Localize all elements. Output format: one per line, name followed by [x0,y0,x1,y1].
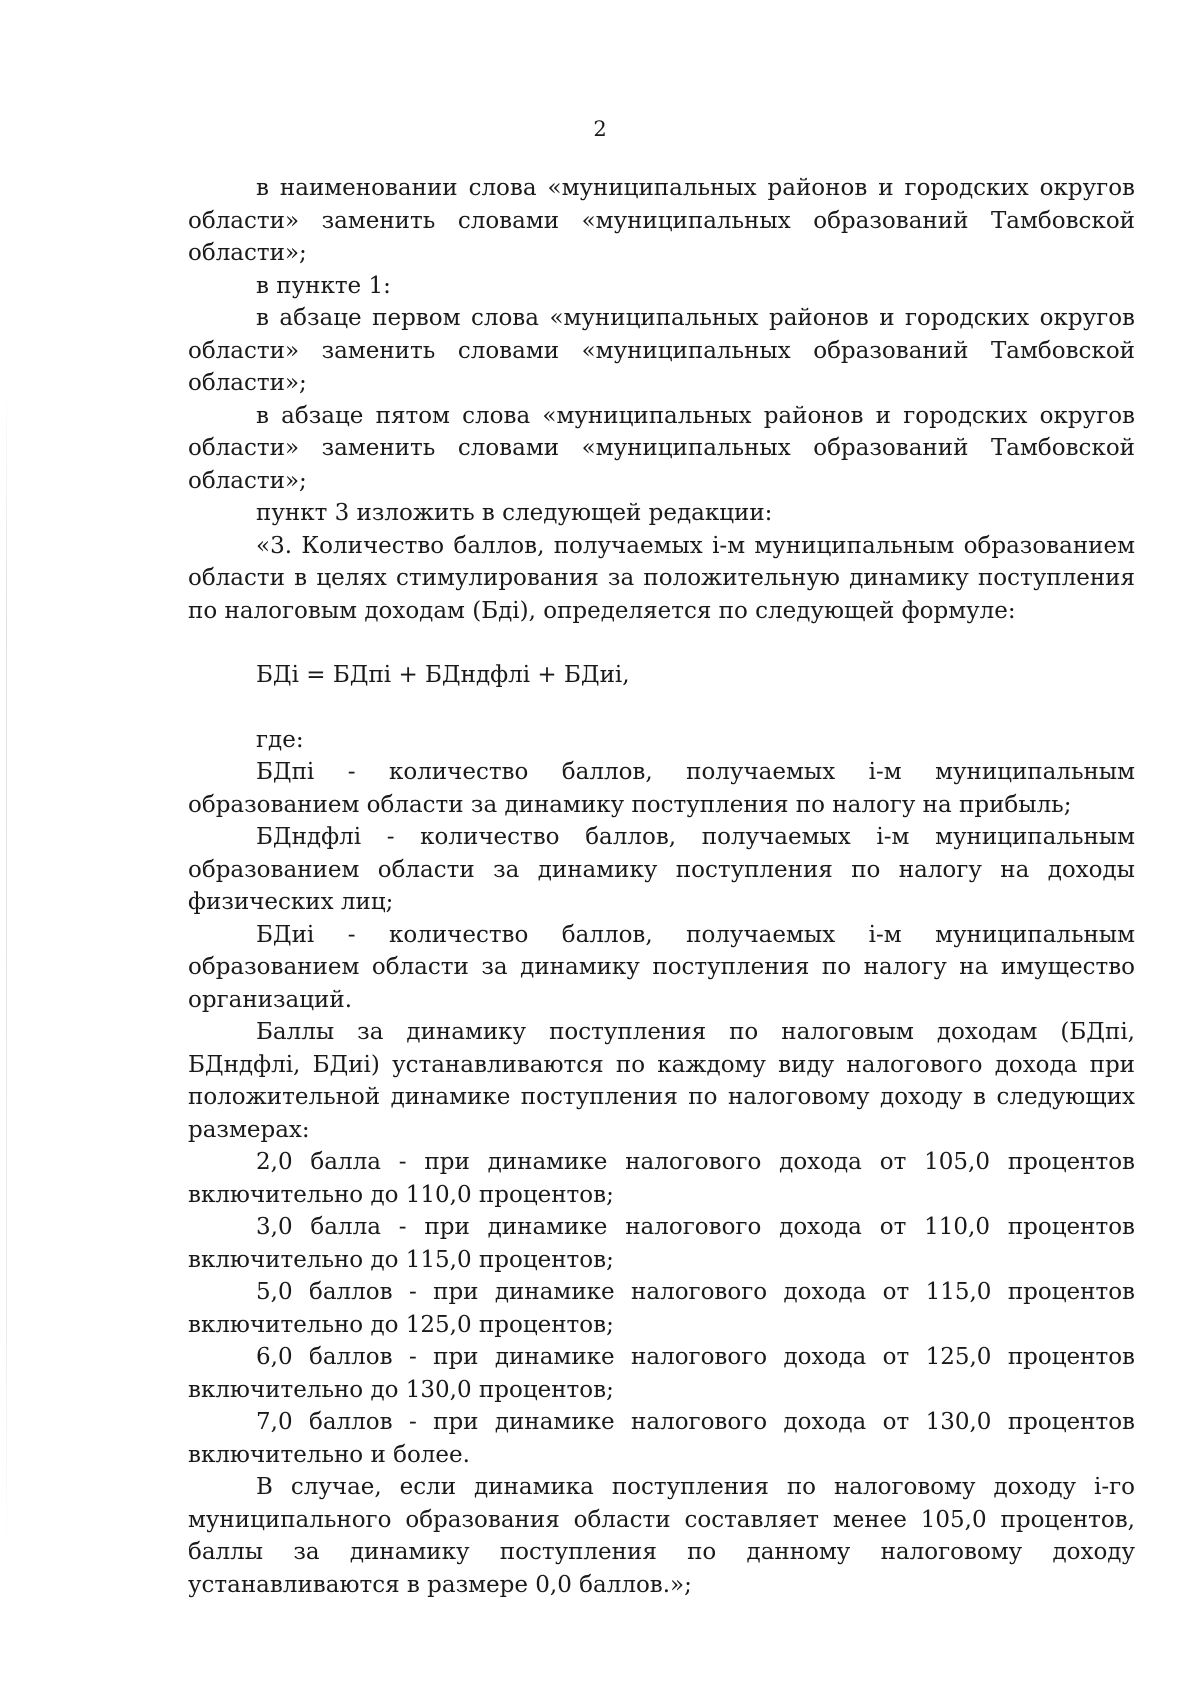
formula: БДi = БДпi + БДндфлi + БДиi, [256,662,630,688]
paragraph-where: где: [256,726,304,753]
paragraph-first-abzac: в абзаце первом слова «муниципальных районов и городских округов области» заменить словами «муниципальных образований Тамбовской области»; [188,305,1135,396]
paragraph-point-3-text: «3. Количество баллов, получаемых i-м муниципальным образованием области в целях стимулирования за положительную динамику поступления по налоговым доходам (Бдi), определяется по следующей формуле: [188,532,1135,624]
paragraph-title-replacement: в наименовании слова «муниципальных районов и городских округов области» заменить словами «муниципальных образований Тамбовской области»; [188,175,1135,266]
score-item: 6,0 баллов - при динамике налогового дохода от 125,0 процентов включительно до 130,0 процентов; [188,1344,1135,1403]
scan-edge-artifact [6,380,7,1560]
paragraph-scores-intro: Баллы за динамику поступления по налоговым доходам (БДпi, БДндфлi, БДиi) устанавливаются по каждому виду налогового дохода при положительной динамике поступления по налоговому доходу в следующих размерах: [188,1019,1135,1143]
definition-bdp: БДпi - количество баллов, получаемых i-м муниципальным образованием области за динамику поступления по налогу на прибыль; [188,759,1135,818]
score-item: 3,0 балла - при динамике налогового дохода от 110,0 процентов включительно до 115,0 процентов; [188,1214,1135,1273]
paragraph-point-1: в пункте 1: [256,272,391,299]
definition-bdndfl: БДндфлi - количество баллов, получаемых i-м муниципальным образованием области за динамику поступления по налогу на доходы физических лиц; [188,824,1135,915]
document-body [188,172,1135,1601]
score-item: 5,0 баллов - при динамике налогового дохода от 115,0 процентов включительно до 125,0 процентов; [188,1279,1135,1338]
definition-bdi: БДиi - количество баллов, получаемых i-м муниципальным образованием области за динамику поступления по налогу на имущество организаций. [188,921,1135,1013]
paragraph-point-3-intro: пункт 3 изложить в следующей редакции: [256,500,773,526]
page-number: 2 [593,117,607,141]
paragraph-fifth-abzac: в абзаце пятом слова «муниципальных районов и городских округов области» заменить словами «муниципальных образований Тамбовской области»; [188,402,1135,494]
paragraph-zero-scores: В случае, если динамика поступления по налоговому доходу i-го муниципального образования области составляет менее 105,0 процентов, баллы за динамику поступления по данному налоговому доходу устанавливаются в размере 0,0 баллов.»; [188,1474,1135,1598]
score-item: 2,0 балла - при динамике налогового дохода от 105,0 процентов включительно до 110,0 процентов; [188,1149,1135,1208]
score-item: 7,0 баллов - при динамике налогового дохода от 130,0 процентов включительно и более. [188,1409,1135,1468]
